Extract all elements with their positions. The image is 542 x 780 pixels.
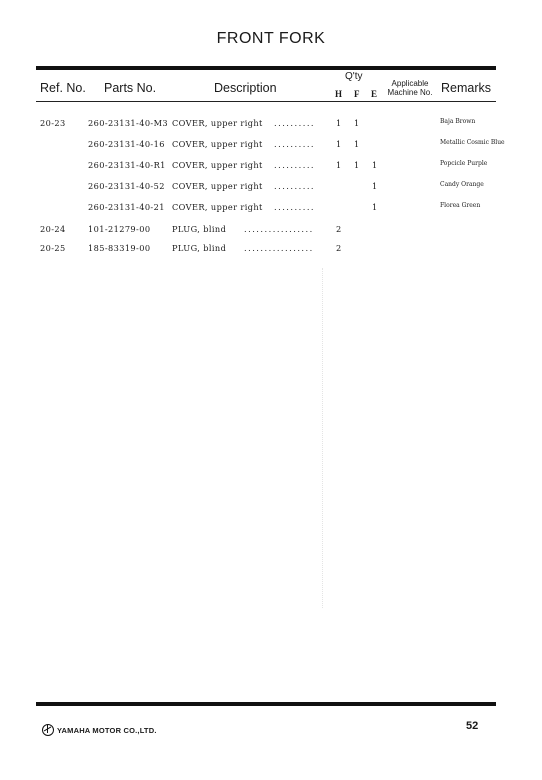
row-part-no: 260-23131-40-M3 [88,118,168,128]
row-qty-f: 1 [354,160,360,170]
row-description: PLUG, blind [172,224,227,234]
row-leader-dots: .......... [274,202,316,212]
col-applicable-line1: Applicable [391,79,429,88]
col-qty-f: F [354,89,360,99]
row-ref: 20-24 [40,224,66,234]
company-name: YAMAHA MOTOR CO.,LTD. [57,725,157,735]
row-qty-e: 1 [372,160,378,170]
row-remarks: Popcicle Purple [440,160,488,167]
col-qty-h: H [335,89,343,99]
col-ref-no: Ref. No. [40,81,86,95]
page-number: 52 [466,720,479,732]
col-qty-e: E [371,89,378,99]
row-qty-e: 1 [372,202,378,212]
col-parts-no: Parts No. [104,81,157,95]
row-leader-dots: ................. [244,224,314,234]
footer-company [42,724,157,736]
row-qty-h: 1 [336,160,342,170]
row-description: COVER, upper right [172,160,263,170]
scan-speckle [322,268,324,608]
row-part-no: 260-23131-40-R1 [88,160,166,170]
footer-rule [36,702,496,706]
row-part-no: 260-23131-40-16 [88,139,165,149]
row-qty-h: 1 [336,118,342,128]
row-part-no: 185-83319-00 [88,243,151,253]
table-row [0,118,542,138]
row-description: PLUG, blind [172,243,227,253]
row-leader-dots: .......... [274,118,316,128]
row-part-no: 101-21279-00 [88,224,151,234]
row-qty-f: 1 [354,118,360,128]
table-row [0,160,542,180]
col-applicable-line2: Machine No. [387,88,433,97]
row-qty-h: 2 [336,224,342,234]
row-description: COVER, upper right [172,118,263,128]
yamaha-logo-icon [42,724,54,736]
table-row [0,181,542,201]
table-row [0,202,542,222]
row-leader-dots: .......... [274,181,316,191]
table-row [0,243,542,263]
row-remarks: Candy Orange [440,181,484,188]
header-bottom-rule [36,101,496,102]
row-ref: 20-25 [40,243,66,253]
row-qty-f: 1 [354,139,360,149]
row-description: COVER, upper right [172,202,263,212]
row-qty-h: 2 [336,243,342,253]
col-applicable-machine [386,79,434,97]
row-part-no: 260-23131-40-21 [88,202,165,212]
row-part-no: 260-23131-40-52 [88,181,165,191]
row-remarks: Baja Brown [440,118,476,125]
row-description: COVER, upper right [172,181,263,191]
row-qty-h: 1 [336,139,342,149]
row-qty-e: 1 [372,181,378,191]
col-qty: Q'ty [345,71,363,82]
row-remarks: Metallic Cosmic Blue [440,139,505,146]
col-description: Description [214,81,277,95]
table-row [0,224,542,244]
table-row [0,139,542,159]
row-remarks: Florea Green [440,202,481,209]
row-description: COVER, upper right [172,139,263,149]
row-leader-dots: .......... [274,139,316,149]
header-top-rule [36,66,496,70]
col-remarks: Remarks [441,81,492,95]
row-leader-dots: .......... [274,160,316,170]
row-leader-dots: ................. [244,243,314,253]
row-ref: 20-23 [40,118,66,128]
page-title: FRONT FORK [216,30,326,47]
